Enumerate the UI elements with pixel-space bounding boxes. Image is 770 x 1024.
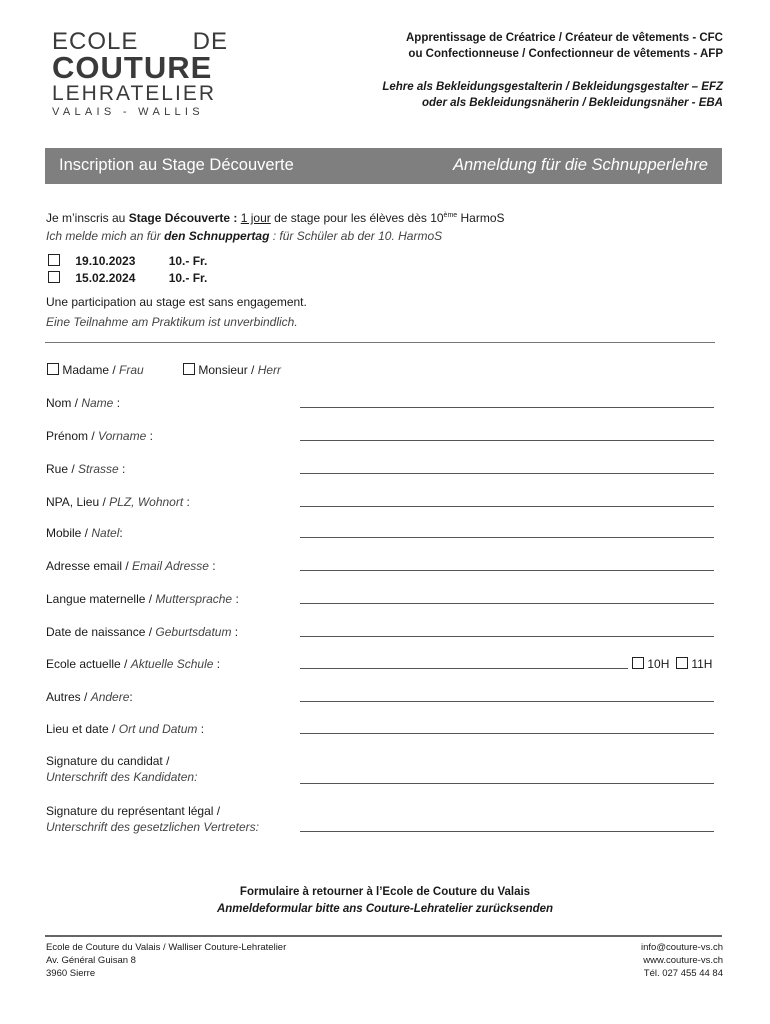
footer-divider — [45, 935, 722, 937]
field-input-mobile[interactable] — [300, 537, 714, 538]
header-fr-line2: ou Confectionneuse / Confectionneur de vêtements - AFP — [408, 48, 723, 60]
salutation-madame[interactable] — [47, 362, 144, 378]
engagement-fr: Une participation au stage est sans engagement. — [46, 295, 307, 309]
label-10h: 10H — [647, 657, 670, 671]
monsieur-label: Monsieur / — [198, 363, 258, 377]
signature-legal-input[interactable] — [300, 831, 714, 832]
intro-fr — [46, 208, 505, 226]
field-label-email: Adresse email / Email Adresse : — [46, 559, 216, 573]
date-label-1: 19.10.2023 — [75, 254, 136, 268]
return-note-fr: Formulaire à retourner à l’Ecole de Couture du Valais — [239, 886, 531, 898]
intro-de-bold: den Schnuppertag — [164, 229, 270, 243]
logo-text-valais: VALAIS - WALLIS — [52, 106, 204, 118]
footer-street: Av. Général Guisan 8 — [46, 955, 136, 966]
field-label-prenom: Prénom / Vorname : — [46, 429, 153, 443]
field-input-autres[interactable] — [300, 701, 714, 702]
signature-candidate-de: Unterschrift des Kandidaten: — [46, 770, 198, 784]
field-input-naissance[interactable] — [300, 636, 714, 637]
logo-text-ecole: ECOLE — [52, 28, 139, 55]
signature-candidate-input[interactable] — [300, 783, 714, 784]
intro-de-post: : für Schüler ab der 10. HarmoS — [269, 229, 443, 243]
signature-legal-de: Unterschrift des gesetzlichen Vertreters: — [46, 820, 259, 834]
school-option-10h[interactable] — [632, 656, 669, 672]
field-label-langue: Langue maternelle / Muttersprache : — [46, 592, 239, 606]
date-checkbox-2[interactable] — [48, 271, 60, 283]
title-banner — [45, 148, 722, 184]
logo-text-de: DE — [192, 28, 228, 55]
field-label-autres: Autres / Andere: — [46, 690, 133, 704]
checkbox-10h[interactable] — [632, 657, 644, 669]
field-input-prenom[interactable] — [300, 440, 714, 441]
field-label-ecole: Ecole actuelle / Aktuelle Schule : — [46, 657, 221, 671]
footer-address — [46, 941, 286, 980]
field-input-npa[interactable] — [300, 506, 714, 507]
header-de-line2: oder als Bekleidungsnäherin / Bekleidungsnäher - EBA — [422, 97, 723, 109]
engagement-de: Eine Teilnahme am Praktikum ist unverbindlich. — [46, 315, 298, 329]
field-input-email[interactable] — [300, 570, 714, 571]
footer-school-name: Ecole de Couture du Valais / Walliser Couture-Lehratelier — [46, 942, 287, 953]
salutation-monsieur[interactable] — [183, 362, 281, 378]
field-input-rue[interactable] — [300, 473, 714, 474]
field-label-naissance: Date de naissance / Geburtsdatum : — [46, 625, 239, 639]
return-note — [0, 884, 770, 918]
signature-legal-fr: Signature du représentant légal / — [46, 804, 221, 818]
logo-text-couture: COUTURE — [52, 50, 213, 85]
herr-label: Herr — [257, 363, 282, 377]
intro-de — [46, 228, 442, 244]
field-input-name[interactable] — [300, 407, 714, 408]
intro-fr-sup: ème — [443, 212, 458, 219]
footer-phone: Tél. 027 455 44 84 — [643, 968, 723, 979]
intro-fr-bold: Stage Découverte : — [128, 211, 241, 225]
date-price-1: 10.- Fr. — [168, 254, 208, 268]
intro-fr-duration: 1 jour — [240, 211, 271, 225]
banner-title-fr: Inscription au Stage Découverte — [59, 156, 294, 174]
signature-legal-label — [46, 803, 259, 835]
madame-label: Madame / — [62, 363, 120, 377]
footer-email-link[interactable]: info@couture-vs.ch — [641, 942, 723, 953]
section-divider — [45, 342, 715, 343]
field-input-lieu-date[interactable] — [300, 733, 714, 734]
field-label-lieu-date: Lieu et date / Ort und Datum : — [46, 722, 205, 736]
footer-website-link[interactable]: www.couture-vs.ch — [643, 955, 723, 966]
frau-label: Frau — [119, 363, 144, 377]
madame-checkbox[interactable] — [47, 363, 59, 375]
intro-fr-pre: Je m’inscris au — [46, 211, 129, 225]
banner-title-de: Anmeldung für die Schnupperlehre — [452, 156, 708, 174]
date-option-2[interactable] — [48, 270, 207, 286]
school-option-11h[interactable] — [676, 656, 712, 672]
logo-text-lehratelier: LEHRATELIER — [52, 82, 216, 105]
monsieur-checkbox[interactable] — [183, 363, 195, 375]
date-price-2: 10.- Fr. — [168, 271, 208, 285]
field-input-ecole[interactable] — [300, 668, 628, 669]
signature-candidate-label — [46, 753, 197, 785]
field-label-rue: Rue / Strasse : — [46, 462, 126, 476]
date-option-1[interactable] — [48, 253, 207, 269]
intro-de-pre: Ich melde mich an für — [46, 229, 165, 243]
label-11h: 11H — [691, 657, 713, 671]
signature-candidate-fr: Signature du candidat / — [46, 754, 170, 768]
intro-fr-post: de stage pour les élèves dès 10 — [270, 211, 444, 225]
header-de — [382, 79, 723, 111]
return-note-de: Anmeldeformular bitte ans Couture-Lehratelier zurücksenden — [216, 903, 554, 915]
checkbox-11h[interactable] — [676, 657, 688, 669]
date-label-2: 15.02.2024 — [75, 271, 136, 285]
field-label-name: Nom / Name : — [46, 396, 121, 410]
header-fr-line1: Apprentissage de Créatrice / Créateur de vêtements - CFC — [406, 32, 723, 44]
intro-fr-end: HarmoS — [457, 211, 505, 225]
header-de-line1: Lehre als Bekleidungsgestalterin / Bekleidungsgestalter – EFZ — [382, 81, 723, 93]
field-label-mobile: Mobile / Natel: — [46, 526, 123, 540]
field-label-npa: NPA, Lieu / PLZ, Wohnort : — [46, 495, 190, 509]
date-checkbox-1[interactable] — [48, 254, 60, 266]
school-logo — [52, 30, 228, 119]
footer-city: 3960 Sierre — [46, 968, 96, 979]
field-input-langue[interactable] — [300, 603, 714, 604]
footer-contact — [641, 941, 723, 980]
header-fr — [406, 30, 723, 62]
